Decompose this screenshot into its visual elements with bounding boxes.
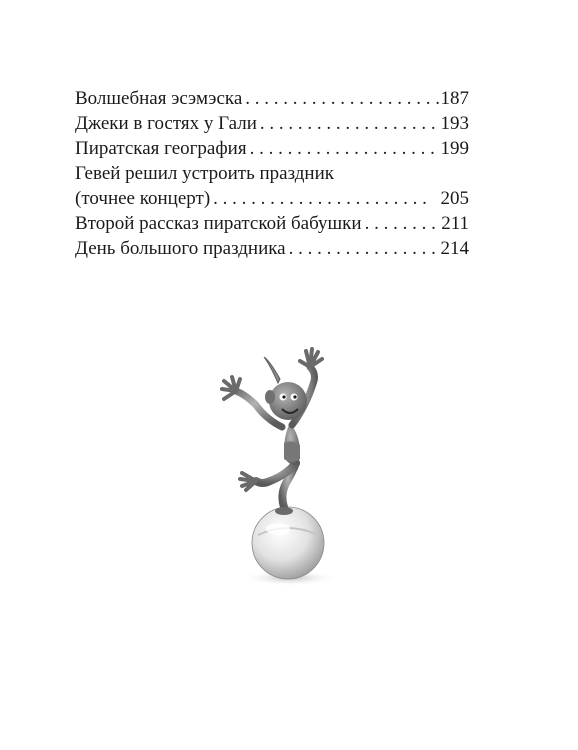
toc-entry-title-continued: (точнее концерт) — [75, 188, 211, 209]
toc-leader-dots — [289, 236, 439, 261]
toc-entry-title: Второй рассказ пиратской бабушки — [75, 213, 362, 234]
character-on-ball-illustration — [200, 335, 370, 590]
toc-entry[interactable] — [75, 86, 469, 111]
toc-leader-dots — [213, 186, 430, 211]
table-of-contents — [75, 86, 469, 261]
toc-entry-page: 205 — [440, 188, 469, 209]
toc-entry[interactable] — [75, 111, 469, 136]
toc-entry-title: День большого праздника — [75, 238, 286, 259]
toc-leader-dots — [245, 86, 438, 111]
toc-entry[interactable] — [75, 211, 469, 236]
toc-entry-page: 211 — [441, 213, 469, 234]
toc-entry-title: Джеки в гостях у Гали — [75, 113, 257, 134]
toc-entry-page: 187 — [440, 88, 469, 109]
toc-entry-page: 214 — [440, 238, 469, 259]
toc-entry-title: Волшебная эсэмэска — [75, 88, 243, 109]
toc-leader-dots — [365, 211, 440, 236]
toc-entry[interactable] — [75, 136, 469, 161]
toc-entry[interactable] — [75, 161, 469, 211]
toc-entry-page: 199 — [440, 138, 469, 159]
toc-entry-title: Пиратская география — [75, 138, 247, 159]
toc-leader-dots — [260, 111, 439, 136]
toc-entry-page: 193 — [440, 113, 469, 134]
toc-entry-title: Гевей решил устроить праздник — [75, 163, 334, 184]
toc-leader-dots — [250, 136, 439, 161]
toc-entry[interactable] — [75, 236, 469, 261]
character-on-ball-icon — [200, 335, 370, 590]
